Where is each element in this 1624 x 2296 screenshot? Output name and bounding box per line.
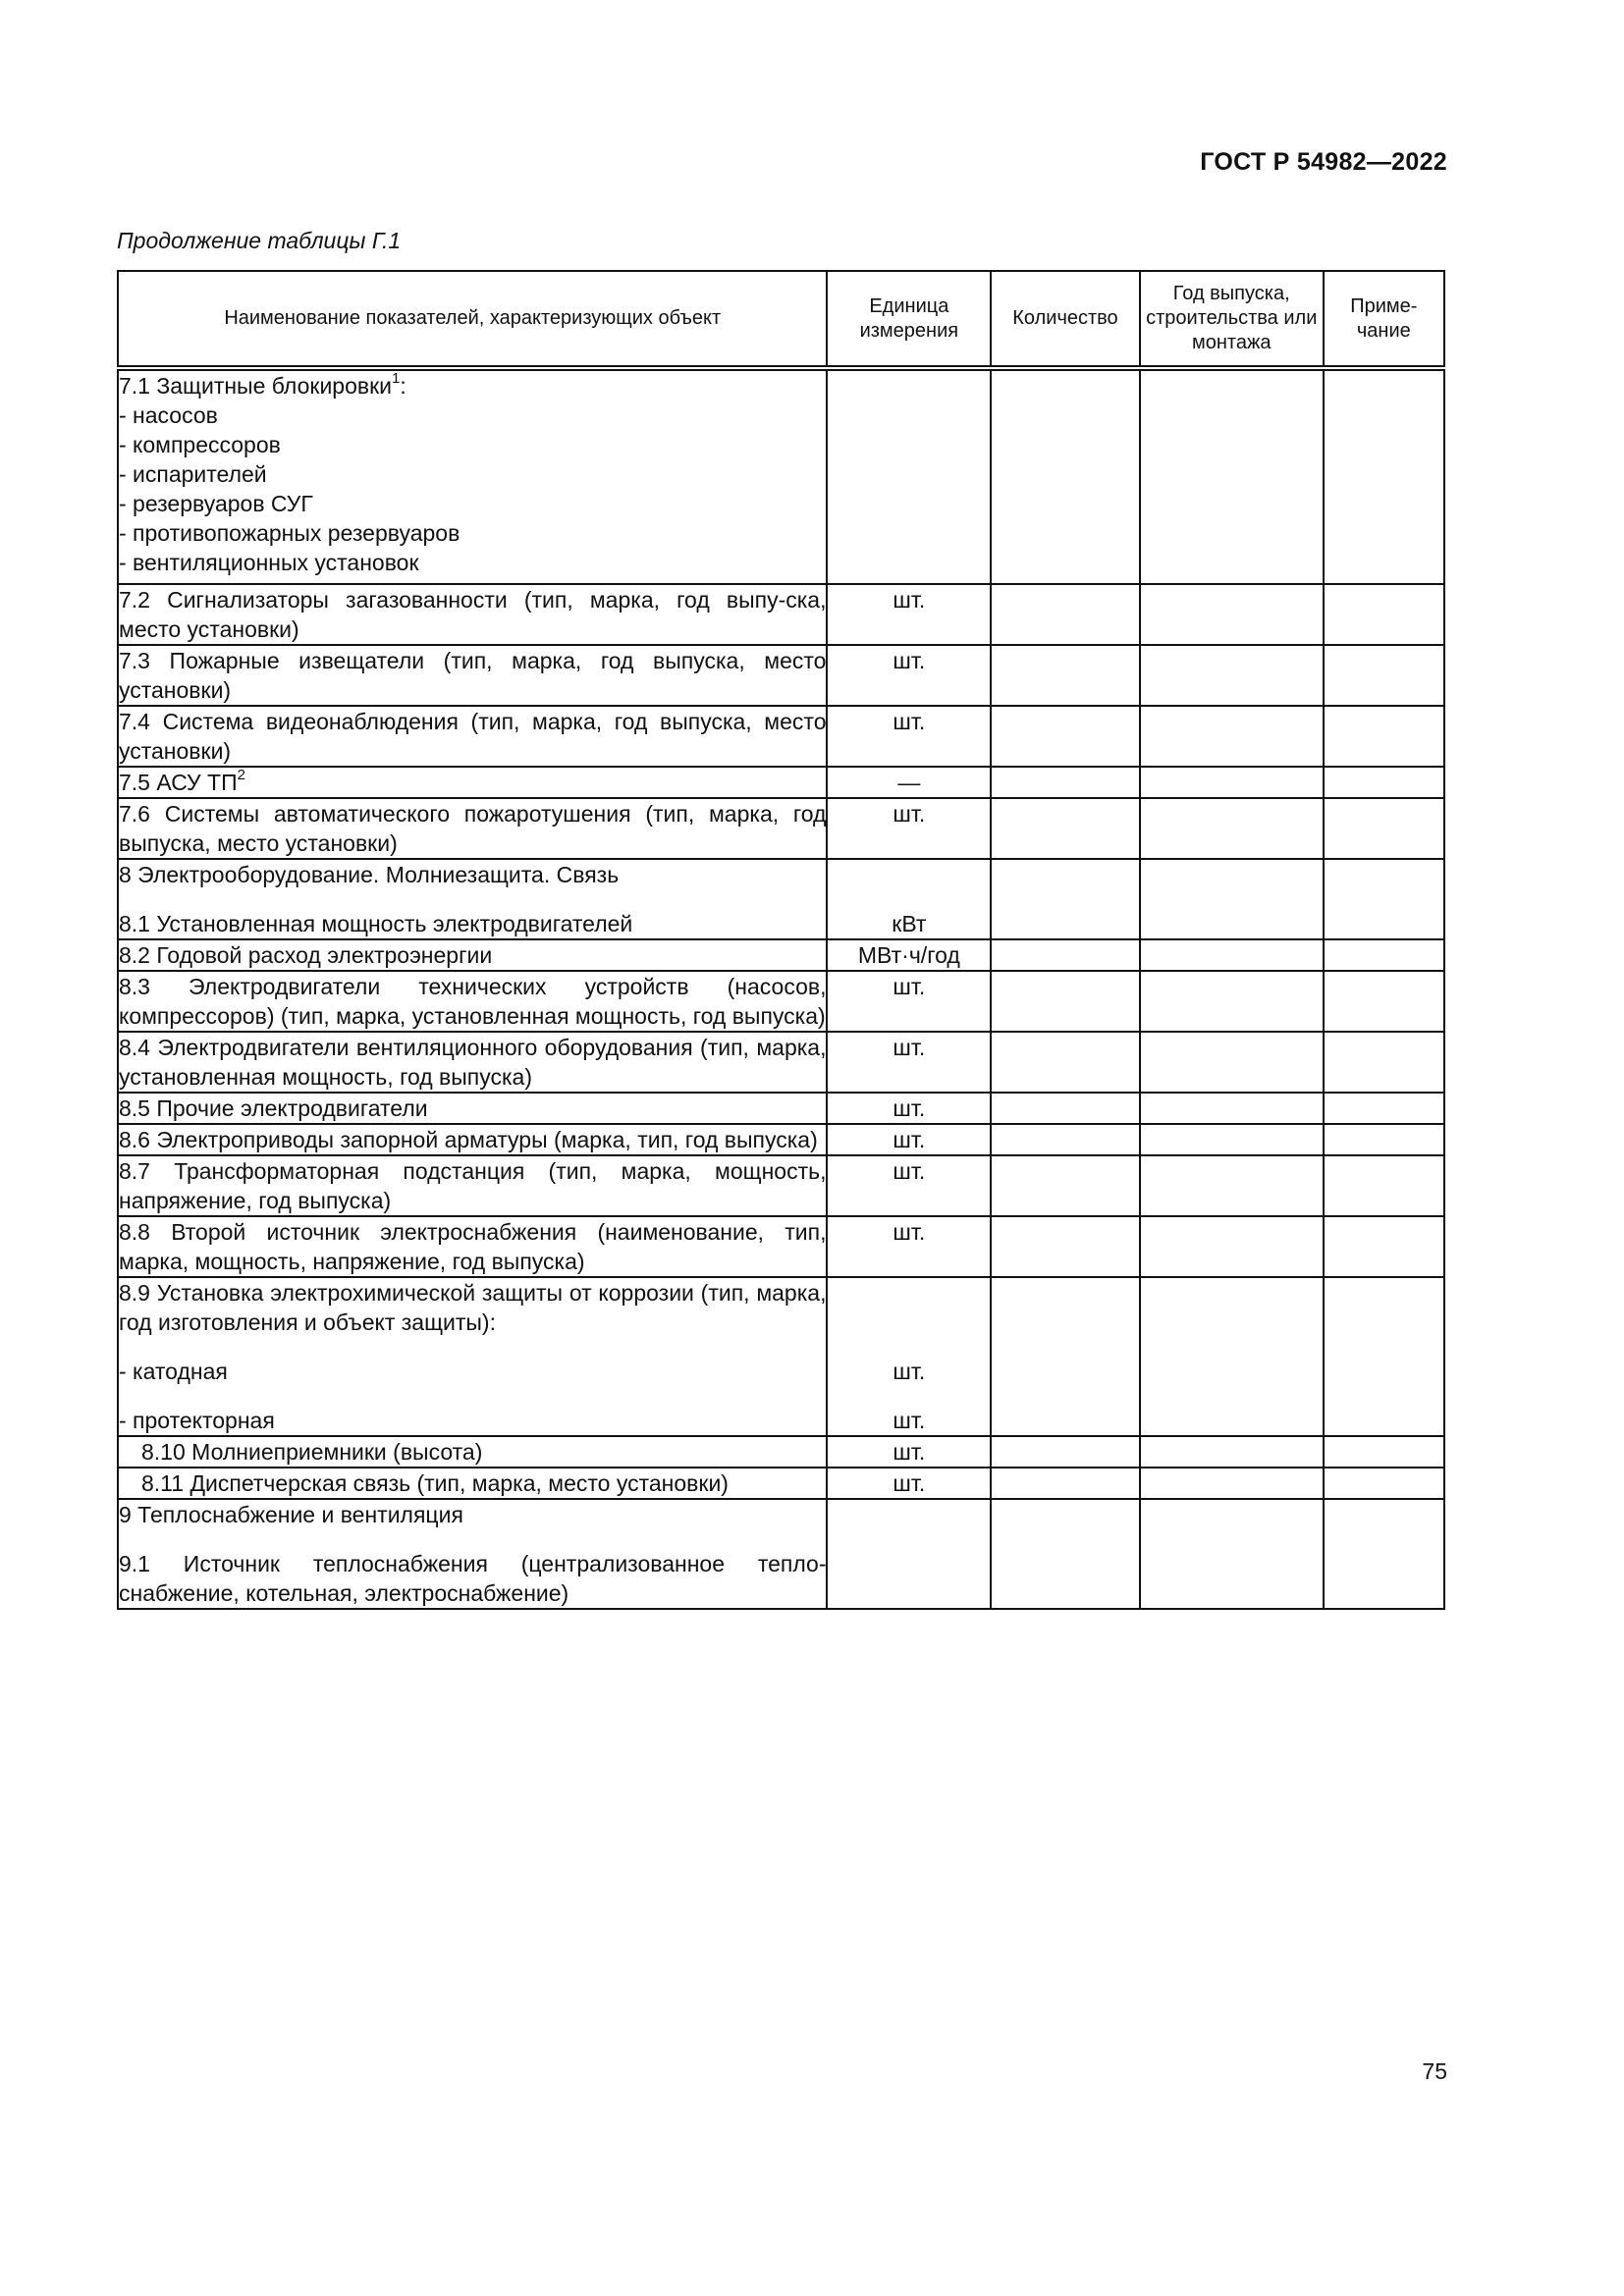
- row-name: 8.7 Трансформаторная подстанция (тип, марка, мощность, напряжение, год выпуска): [118, 1155, 827, 1216]
- row-year: [1140, 706, 1324, 767]
- row-note: [1324, 767, 1444, 798]
- row-note: [1324, 1124, 1444, 1155]
- table-row: [118, 368, 1444, 584]
- header-year: Год выпуска, строительства или монтажа: [1140, 271, 1324, 368]
- row-year: [1140, 1155, 1324, 1216]
- row-name: 8.5 Прочие электродвигатели: [118, 1093, 827, 1124]
- row-year: [1140, 859, 1324, 939]
- row-quantity: [991, 1216, 1140, 1277]
- row-note: [1324, 971, 1444, 1032]
- row-unit: шт.: [827, 1124, 991, 1155]
- row-name: 7.6 Системы автоматического пожаротушения (тип, марка, год выпуска, место установки): [118, 798, 827, 859]
- row-unit: шт.: [827, 584, 991, 645]
- table-row: [118, 971, 1444, 1032]
- row-name: 8.8 Второй источник электроснабжения (наименование, тип, марка, мощность, напряжение, год выпуска): [118, 1216, 827, 1277]
- row-note: [1324, 706, 1444, 767]
- row-unit: шт.: [827, 1216, 991, 1277]
- row-name: 8.3 Электродвигатели технических устройств (насосов, компрессоров) (тип, марка, установленная мощность, год выпуска): [118, 971, 827, 1032]
- document-number: ГОСТ Р 54982—2022: [1200, 148, 1447, 176]
- row-title-tail: :: [400, 373, 406, 399]
- row-year: [1140, 1032, 1324, 1093]
- row-year: [1140, 939, 1324, 971]
- row-quantity: [991, 1436, 1140, 1468]
- row-year: [1140, 798, 1324, 859]
- page-number: 75: [1422, 2058, 1447, 2084]
- table-caption: Продолжение таблицы Г.1: [117, 228, 402, 253]
- row-year: [1140, 1093, 1324, 1124]
- row-quantity: [991, 939, 1140, 971]
- table-row: [118, 1468, 1444, 1499]
- row-name: 7.2 Сигнализаторы загазованности (тип, марка, год выпу-ска, место установки): [118, 584, 827, 645]
- table-row: [118, 1216, 1444, 1277]
- table-row: [118, 1277, 1444, 1436]
- list-item: - вентиляционных установок: [119, 550, 419, 575]
- row-year: [1140, 645, 1324, 706]
- header-unit: Единица измерения: [827, 271, 991, 368]
- footnote-marker: 1: [392, 370, 401, 388]
- row-year: [1140, 1499, 1324, 1609]
- row-title: 7.5 АСУ ТП: [119, 770, 238, 795]
- row-unit: шт.: [827, 1468, 991, 1499]
- row-year: [1140, 1277, 1324, 1436]
- row-quantity: [991, 1124, 1140, 1155]
- table-row: [118, 706, 1444, 767]
- unit-value: шт.: [893, 1408, 926, 1433]
- table-row: [118, 798, 1444, 859]
- table-row: [118, 1124, 1444, 1155]
- row-note: [1324, 645, 1444, 706]
- list-item: - испарителей: [119, 461, 267, 487]
- section-title: 8 Электрооборудование. Молниезащита. Связь: [119, 862, 620, 887]
- row-name: [118, 368, 827, 584]
- list-item: - катодная: [119, 1359, 228, 1384]
- footnote-marker: 2: [237, 767, 245, 784]
- unit-value: шт.: [893, 1359, 926, 1384]
- row-note: [1324, 584, 1444, 645]
- table-row: [118, 1499, 1444, 1609]
- row-title: 7.1 Защитные блокировки: [119, 373, 392, 399]
- row-quantity: [991, 1468, 1140, 1499]
- row-title: 8.1 Установленная мощность электродвигателей: [119, 911, 633, 936]
- table-row: [118, 1093, 1444, 1124]
- row-unit: шт.: [827, 706, 991, 767]
- row-quantity: [991, 1155, 1140, 1216]
- table-row: [118, 645, 1444, 706]
- row-year: [1140, 767, 1324, 798]
- row-year: [1140, 1216, 1324, 1277]
- row-note: [1324, 859, 1444, 939]
- row-quantity: [991, 645, 1140, 706]
- row-quantity: [991, 1277, 1140, 1436]
- row-unit: шт.: [827, 1093, 991, 1124]
- row-note: [1324, 1468, 1444, 1499]
- table-row: [118, 767, 1444, 798]
- row-quantity: [991, 1093, 1140, 1124]
- row-year: [1140, 1436, 1324, 1468]
- row-unit: [827, 368, 991, 584]
- row-note: [1324, 939, 1444, 971]
- row-name: [118, 767, 827, 798]
- row-note: [1324, 1436, 1444, 1468]
- row-year: [1140, 1468, 1324, 1499]
- row-note: [1324, 1499, 1444, 1609]
- row-unit: шт.: [827, 1436, 991, 1468]
- row-quantity: [991, 971, 1140, 1032]
- row-unit: МВт·ч/год: [827, 939, 991, 971]
- row-name: 8.6 Электроприводы запорной арматуры (марка, тип, год выпуска): [118, 1124, 827, 1155]
- row-unit: шт.: [827, 971, 991, 1032]
- table-row: [118, 1155, 1444, 1216]
- row-name: 8.10 Молниеприемники (высота): [118, 1436, 827, 1468]
- row-quantity: [991, 1499, 1140, 1609]
- row-unit: [827, 1499, 991, 1609]
- row-quantity: [991, 706, 1140, 767]
- row-note: [1324, 1216, 1444, 1277]
- header-note: Приме-чание: [1324, 271, 1444, 368]
- row-quantity: [991, 767, 1140, 798]
- row-note: [1324, 1155, 1444, 1216]
- table-row: [118, 1032, 1444, 1093]
- indicators-table: [117, 270, 1445, 1610]
- table-row: [118, 859, 1444, 939]
- row-name: 8.4 Электродвигатели вентиляционного оборудования (тип, марка, установленная мощность, год выпуска): [118, 1032, 827, 1093]
- row-quantity: [991, 368, 1140, 584]
- row-quantity: [991, 859, 1140, 939]
- header-quantity: Количество: [991, 271, 1140, 368]
- table-header-row: [118, 271, 1444, 368]
- row-year: [1140, 368, 1324, 584]
- row-unit: шт.: [827, 645, 991, 706]
- section-title: 9 Теплоснабжение и вентиляция: [119, 1502, 463, 1527]
- row-quantity: [991, 798, 1140, 859]
- row-unit: —: [827, 767, 991, 798]
- header-name: Наименование показателей, характеризующих объект: [118, 271, 827, 368]
- list-item: - протекторная: [119, 1408, 275, 1433]
- list-item: - насосов: [119, 402, 218, 428]
- row-year: [1140, 584, 1324, 645]
- row-unit: [827, 859, 991, 939]
- row-name: 7.3 Пожарные извещатели (тип, марка, год выпуска, место установки): [118, 645, 827, 706]
- list-item: - резервуаров СУГ: [119, 491, 313, 516]
- row-title: 8.9 Установка электрохимической защиты от коррозии (тип, марка, год изготовления и объект защиты):: [119, 1280, 827, 1335]
- row-name: [118, 1277, 827, 1436]
- row-note: [1324, 368, 1444, 584]
- row-unit: шт.: [827, 1032, 991, 1093]
- row-note: [1324, 798, 1444, 859]
- row-title: 9.1 Источник теплоснабжения (централизованное тепло-снабжение, котельная, электроснабжение): [119, 1551, 827, 1606]
- row-quantity: [991, 584, 1140, 645]
- row-quantity: [991, 1032, 1140, 1093]
- row-year: [1140, 1124, 1324, 1155]
- row-name: [118, 1499, 827, 1609]
- row-name: 8.2 Годовой расход электроэнергии: [118, 939, 827, 971]
- list-item: - противопожарных резервуаров: [119, 520, 460, 546]
- table-row: [118, 1436, 1444, 1468]
- row-name: 8.11 Диспетчерская связь (тип, марка, место установки): [118, 1468, 827, 1499]
- row-name: 7.4 Система видеонаблюдения (тип, марка, год выпуска, место установки): [118, 706, 827, 767]
- row-unit: шт.: [827, 798, 991, 859]
- row-note: [1324, 1093, 1444, 1124]
- row-note: [1324, 1277, 1444, 1436]
- unit-value: кВт: [892, 911, 927, 936]
- row-year: [1140, 971, 1324, 1032]
- row-unit: [827, 1277, 991, 1436]
- row-name: [118, 859, 827, 939]
- row-note: [1324, 1032, 1444, 1093]
- list-item: - компрессоров: [119, 432, 281, 457]
- row-unit: шт.: [827, 1155, 991, 1216]
- table-row: [118, 939, 1444, 971]
- table-row: [118, 584, 1444, 645]
